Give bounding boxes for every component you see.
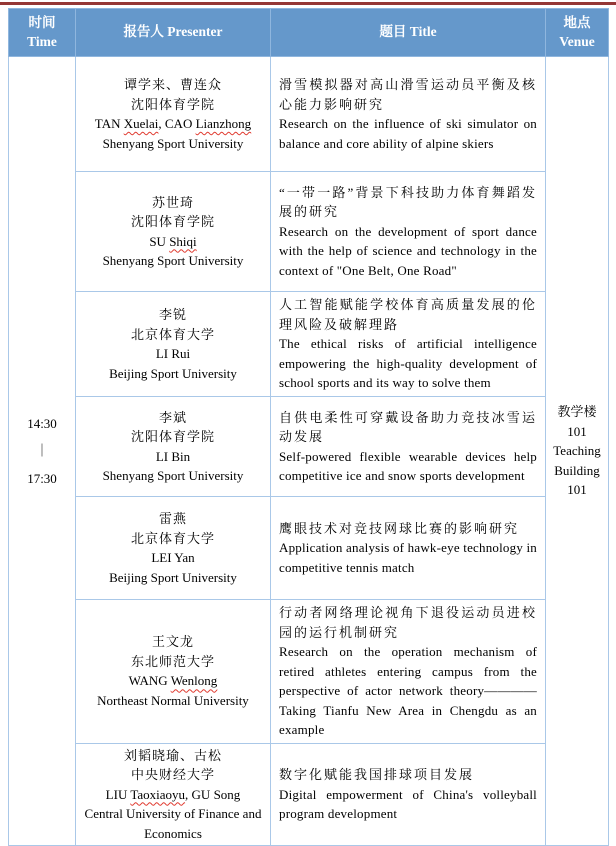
presentation-row — [9, 292, 609, 397]
venue-cell — [546, 57, 609, 846]
column-header-title — [271, 9, 546, 57]
spellcheck-flagged-name: Xuelai — [123, 116, 159, 131]
presenter-line-zh: 刘韬晓瑜、古松 — [123, 747, 222, 763]
presenter-line-en: LI Rui — [155, 346, 191, 361]
presenter-text: SU — [149, 233, 170, 249]
presenter-line-zh: 李锐 — [158, 307, 187, 322]
presenter-line-zh: 谭学来、曹连众 — [123, 77, 222, 92]
presenter-line-zh: 北京体育大学 — [130, 530, 215, 546]
title-cell — [271, 57, 546, 172]
title-en: Application analysis of hawk-eye technology in competitive tennis match — [279, 540, 537, 575]
column-header-presenter — [76, 9, 271, 57]
presenter-line-en — [82, 114, 264, 134]
presenter-line-zh: 李斌 — [158, 409, 187, 425]
title-zh: 滑雪模拟器对高山滑雪运动员平衡及核心能力影响研究 — [279, 77, 537, 112]
presentation-row — [9, 397, 609, 497]
presentation-row — [9, 172, 609, 292]
presenter-line-zh: 北京体育大学 — [130, 326, 215, 342]
title-zh: 行动者网络理论视角下退役运动员进校园的运行机制研究 — [279, 605, 537, 640]
top-rule-divider — [0, 2, 616, 5]
title-en: Self-powered flexible wearable devices help competitive ice and snow sports development — [279, 448, 537, 483]
presenter-line-zh: 中央财经大学 — [130, 767, 215, 782]
presenter-text: TAN — [94, 116, 124, 131]
spellcheck-flagged-name: Taoxiaoyu — [130, 786, 186, 802]
presenter-text: , GU Song — [185, 786, 241, 802]
column-header-title-label: 题目 Title — [379, 24, 437, 40]
venue-zh: 教学楼101 — [557, 404, 597, 439]
title-en: Digital empowerment of China's volleyball program development — [279, 786, 537, 821]
presenter-line-en — [82, 232, 264, 252]
presentation-row — [9, 600, 609, 744]
header-row — [9, 9, 609, 57]
presenter-cell — [76, 397, 271, 497]
title-en: Research on the influence of ski simulator on balance and core ability of alpine skiers — [279, 116, 537, 151]
presenter-line-en: Beijing Sport University — [109, 365, 237, 381]
title-zh: 人工智能赋能学校体育高质量发展的伦理风险及破解理路 — [279, 297, 537, 332]
title-cell — [271, 497, 546, 600]
table-header — [9, 9, 609, 57]
presenter-line-zh: 沈阳体育学院 — [130, 429, 215, 444]
title-zh: 数字化赋能我国排球项目发展 — [279, 767, 475, 782]
spellcheck-flagged-name: Shiqi — [169, 233, 197, 249]
title-cell — [271, 292, 546, 397]
presenter-line-en: Central University of Finance and Economics — [84, 806, 262, 841]
column-header-venue — [546, 9, 609, 57]
presentation-row — [9, 57, 609, 172]
presentation-row — [9, 743, 609, 846]
table-body — [9, 57, 609, 846]
venue-en: Teaching Building 101 — [553, 443, 601, 498]
presentation-row — [9, 497, 609, 600]
presenter-text: LIU — [105, 786, 131, 802]
time-start: 14:30 — [27, 415, 57, 431]
column-header-venue-en: Venue — [559, 33, 595, 49]
presenter-text: , CAO — [158, 116, 196, 131]
time-end: 17:30 — [27, 470, 57, 486]
presenter-cell — [76, 292, 271, 397]
presenter-text: WANG — [128, 673, 171, 689]
title-cell — [271, 743, 546, 846]
column-header-time-en: Time — [27, 33, 57, 49]
title-zh: 鹰眼技术对竞技网球比赛的影响研究 — [279, 520, 520, 536]
presenter-line-en: Beijing Sport University — [109, 569, 237, 585]
session-schedule-table — [8, 8, 609, 846]
presenter-line-zh: 沈阳体育学院 — [130, 96, 215, 112]
column-header-presenter-label: 报告人 Presenter — [123, 24, 223, 40]
presenter-line-zh: 雷燕 — [158, 511, 187, 526]
presenter-line-zh: 沈阳体育学院 — [130, 214, 215, 229]
time-separator: ｜ — [35, 443, 49, 459]
presenter-line-en — [82, 671, 264, 691]
spellcheck-flagged-name: Lianzhong — [195, 116, 252, 131]
title-zh: “一带一路”背景下科技助力体育舞蹈发展的研究 — [279, 184, 537, 220]
title-en: Research on the development of sport dance with the help of science and technology in the context of "One Belt, One Road" — [279, 223, 537, 278]
presenter-line-zh: 王文龙 — [151, 634, 194, 650]
presenter-line-zh: 苏世琦 — [151, 194, 194, 210]
title-en: Research on the operation mechanism of retired athletes entering campus from the perspective of actor network theory————Taking Tianfu New Area in Chengdu as an example — [279, 644, 537, 737]
presenter-line-en: Shenyang Sport University — [102, 468, 244, 483]
presenter-cell — [76, 497, 271, 600]
title-en: The ethical risks of artificial intelligence empowering the high-quality development of school sports and its way to solve them — [279, 336, 537, 391]
title-cell — [271, 600, 546, 744]
spellcheck-flagged-name: Wenlong — [170, 673, 218, 689]
presenter-line-en: Shenyang Sport University — [102, 253, 244, 268]
title-zh: 自供电柔性可穿戴设备助力竞技冰雪运动发展 — [279, 409, 537, 444]
presenter-line-en: Shenyang Sport University — [102, 135, 244, 151]
presenter-cell — [76, 57, 271, 172]
title-cell — [271, 172, 546, 292]
presenter-line-en — [82, 785, 264, 805]
presenter-cell — [76, 600, 271, 744]
presenter-line-en: Northeast Normal University — [97, 692, 249, 708]
presenter-cell — [76, 172, 271, 292]
presenter-line-zh: 东北师范大学 — [130, 653, 215, 669]
time-cell — [9, 57, 76, 846]
conference-program-page — [0, 2, 616, 846]
presenter-line-en: LEI Yan — [151, 550, 195, 565]
column-header-venue-zh: 地点 — [563, 15, 591, 31]
presenter-cell — [76, 743, 271, 846]
presenter-line-en: LI Bin — [155, 448, 191, 464]
column-header-time-zh: 时间 — [28, 15, 56, 31]
column-header-time — [9, 9, 76, 57]
title-cell — [271, 397, 546, 497]
